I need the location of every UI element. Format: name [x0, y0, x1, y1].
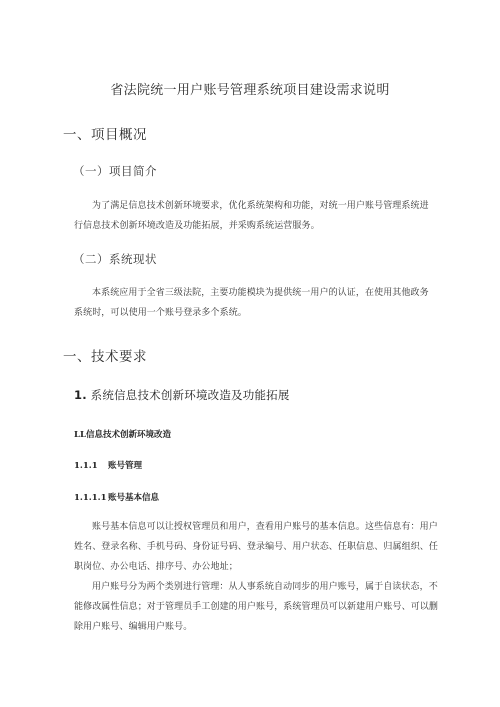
heading-level6 — [74, 491, 159, 503]
heading-level4: LL信息技术创新环境改造 — [74, 430, 171, 440]
heading-level6-text: 账号基本信息 — [108, 493, 160, 503]
subsection-heading-status: （二）系统现状 — [73, 252, 157, 266]
subsection-heading-intro: （一）项目简介 — [73, 164, 157, 178]
heading-level5 — [74, 459, 142, 471]
heading-level3 — [74, 387, 290, 403]
heading-level3-text: 系统信息技术创新环境改造及功能拓展 — [90, 388, 290, 402]
paragraph-status: 本系统应用于全省三级法院，主要功能模块为提供统一用户的认证，在使用其他政务系统时，可以使用一个账号登录多个系统。 — [74, 288, 429, 318]
heading-level6-number: 1.1.1.1 — [74, 493, 107, 503]
paragraph-account-types: 用户账号分为两个类别进行管理：从人事系统自动同步的用户账号，属于自读状态，不能修改属性信息；对于管理员手工创建的用户账号，系统管理员可以新建用户账号、可以删除用户账号、编辑用户账号。 — [74, 582, 439, 632]
heading-level5-number: 1.1.1 — [74, 461, 98, 471]
section-heading-tech: 一、技术要求 — [63, 349, 147, 365]
document-title: 省法院统一用户账号管理系统项目建设需求说明 — [110, 83, 390, 98]
heading-level3-number: 1. — [74, 388, 87, 402]
heading-level5-text: 账号管理 — [108, 461, 143, 471]
section-heading-overview: 一、项目概况 — [63, 127, 147, 143]
paragraph-intro: 为了满足信息技术创新环境要求，优化系统架构和功能，对统一用户账号管理系统进行信息技术创新环境改造及功能拓展，并采购系统运营服务。 — [74, 201, 429, 231]
paragraph-account-info: 账号基本信息可以让授权管理员和用户，查看用户账号的基本信息。这些信息有：用户姓名、登录名称、手机号码、身份证号码、登录编号、用户状态、任职信息、归属组织、任职岗位、办公电话、排序号、办公地址； — [74, 522, 439, 572]
